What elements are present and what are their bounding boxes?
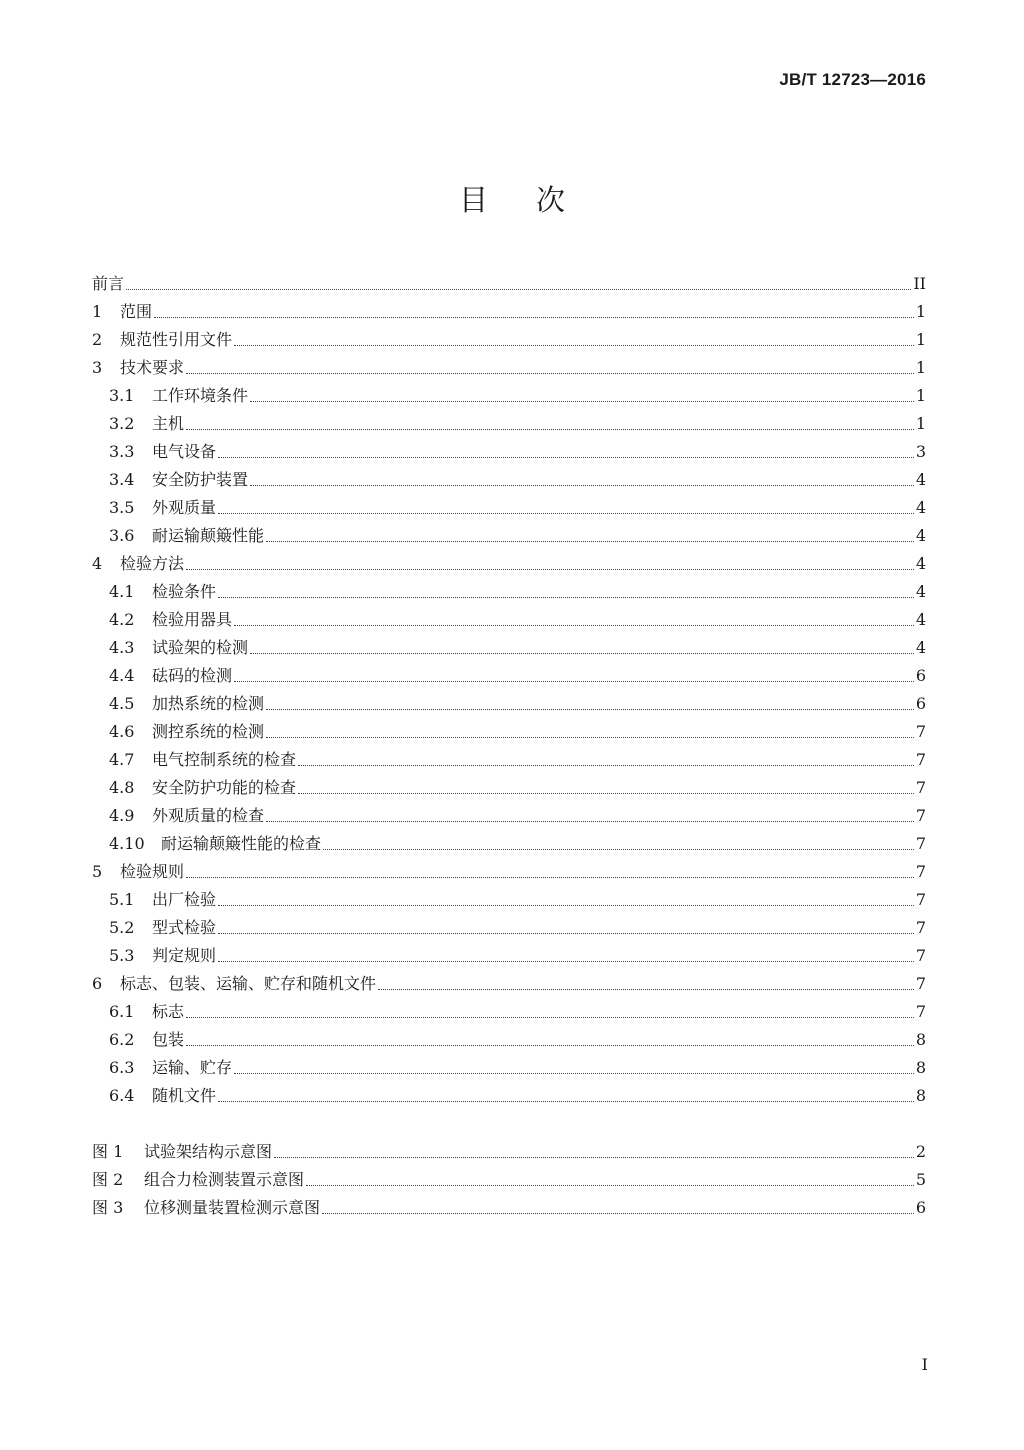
toc-entry-label: 主机 xyxy=(152,414,185,433)
dot-leader xyxy=(306,1185,914,1186)
dot-leader xyxy=(234,625,914,626)
dot-leader xyxy=(218,905,914,906)
toc-entry[interactable] xyxy=(92,578,926,606)
toc-entry-label: 试验架结构示意图 xyxy=(144,1142,273,1161)
toc-entry-label: 加热系统的检测 xyxy=(152,694,265,713)
toc-entry-page: 4 xyxy=(915,526,926,545)
toc-entry[interactable] xyxy=(92,690,926,718)
toc-entry-number: 3 xyxy=(92,358,103,377)
toc-entry-page: 6 xyxy=(915,666,926,685)
toc-entry-label: 型式检验 xyxy=(152,918,217,937)
dot-leader xyxy=(218,1101,914,1102)
toc-entry-label: 耐运输颠簸性能的检查 xyxy=(161,834,322,853)
toc-entry-label: 安全防护功能的检查 xyxy=(152,778,297,797)
toc-entry-page: 7 xyxy=(915,862,926,881)
toc-entry-label: 运输、贮存 xyxy=(152,1058,233,1077)
toc-entry-label: 位移测量装置检测示意图 xyxy=(144,1198,321,1217)
toc-entry-label: 电气控制系统的检查 xyxy=(152,750,297,769)
dot-leader xyxy=(323,849,914,850)
dot-leader xyxy=(274,1157,914,1158)
toc-entry[interactable] xyxy=(92,298,926,326)
figure-list-entry[interactable] xyxy=(92,1194,926,1222)
toc-entry-label: 试验架的检测 xyxy=(152,638,249,657)
toc-entry-page: 4 xyxy=(915,498,926,517)
toc-entry-label: 检验用器具 xyxy=(152,610,233,629)
toc-entry-page: 8 xyxy=(915,1058,926,1077)
toc-entry-label: 标志、包装、运输、贮存和随机文件 xyxy=(120,974,377,993)
toc-entry[interactable] xyxy=(92,494,926,522)
toc-entry-label: 安全防护装置 xyxy=(152,470,249,489)
toc-entry[interactable] xyxy=(92,942,926,970)
toc-entry-number: 6.3 xyxy=(109,1058,135,1077)
toc-entry-number: 6 xyxy=(92,974,103,993)
toc-entry-number: 4.8 xyxy=(109,778,135,797)
toc-entry-label: 技术要求 xyxy=(120,358,185,377)
toc-entry-number: 4.10 xyxy=(109,834,145,853)
toc-entry-page: 1 xyxy=(915,330,926,349)
toc-entry[interactable] xyxy=(92,746,926,774)
toc-entry-number: 图 1 xyxy=(92,1142,124,1161)
dot-leader xyxy=(154,317,914,318)
dot-leader xyxy=(218,597,914,598)
toc-entry[interactable] xyxy=(92,662,926,690)
dot-leader xyxy=(250,653,914,654)
dot-leader xyxy=(186,877,914,878)
toc-entry-page: 7 xyxy=(915,974,926,993)
toc-entry-label: 工作环境条件 xyxy=(152,386,249,405)
toc-entry-page: 7 xyxy=(915,806,926,825)
toc-entry-label: 检验条件 xyxy=(152,582,217,601)
page-number: I xyxy=(921,1355,928,1374)
toc-entry-number: 5.2 xyxy=(109,918,135,937)
toc-entry-page: 6 xyxy=(915,694,926,713)
toc-entry-label: 电气设备 xyxy=(152,442,217,461)
toc-entry-label: 测控系统的检测 xyxy=(152,722,265,741)
dot-leader xyxy=(186,1045,914,1046)
toc-entry-number: 图 2 xyxy=(92,1170,124,1189)
toc-entry-page: 7 xyxy=(915,1002,926,1021)
toc-entry[interactable] xyxy=(92,410,926,438)
toc-entry-page: 7 xyxy=(915,722,926,741)
toc-entry-number: 2 xyxy=(92,330,103,349)
toc-entry-number: 4.3 xyxy=(109,638,135,657)
figure-list-entry[interactable] xyxy=(92,1166,926,1194)
toc-entry-label: 判定规则 xyxy=(152,946,217,965)
toc-entry-page: 5 xyxy=(915,1170,926,1189)
toc-entry-number: 3.4 xyxy=(109,470,135,489)
dot-leader xyxy=(186,373,914,374)
dot-leader xyxy=(266,821,914,822)
toc-entry-label: 范围 xyxy=(120,302,153,321)
toc-entry-number: 6.1 xyxy=(109,1002,135,1021)
toc-entry-page: 7 xyxy=(915,946,926,965)
toc-entry-page: 7 xyxy=(915,778,926,797)
toc-entry[interactable] xyxy=(92,550,926,578)
toc-entry-number: 5.3 xyxy=(109,946,135,965)
dot-leader xyxy=(378,989,914,990)
toc-entry-number: 3.1 xyxy=(109,386,135,405)
toc-entry-page: 8 xyxy=(915,1030,926,1049)
toc-entry[interactable] xyxy=(92,1026,926,1054)
dot-leader xyxy=(298,793,914,794)
toc-entry[interactable] xyxy=(92,998,926,1026)
toc-entry-number: 4.6 xyxy=(109,722,135,741)
toc-entry-page: 1 xyxy=(915,358,926,377)
standard-code: JB/T 12723—2016 xyxy=(779,70,926,89)
toc-entry-page: 1 xyxy=(915,386,926,405)
toc-entry-number: 6.4 xyxy=(109,1086,135,1105)
toc-entry[interactable] xyxy=(92,270,926,298)
toc-entry-number: 4.2 xyxy=(109,610,135,629)
toc-entry[interactable] xyxy=(92,774,926,802)
toc-entry-label: 随机文件 xyxy=(152,1086,217,1105)
dot-leader xyxy=(234,1073,914,1074)
toc-entry-number: 4.4 xyxy=(109,666,135,685)
dot-leader xyxy=(218,457,914,458)
toc-entry-page: 7 xyxy=(915,890,926,909)
toc-entry-label: 耐运输颠簸性能 xyxy=(152,526,265,545)
dot-leader xyxy=(218,961,914,962)
table-of-contents xyxy=(92,270,926,1222)
toc-entry-page: 1 xyxy=(915,414,926,433)
dot-leader xyxy=(250,401,914,402)
toc-entry-number: 4 xyxy=(92,554,103,573)
toc-entry-number: 6.2 xyxy=(109,1030,135,1049)
dot-leader xyxy=(266,709,914,710)
dot-leader xyxy=(186,429,914,430)
toc-entry-page: 8 xyxy=(915,1086,926,1105)
toc-entry-page: II xyxy=(913,274,926,293)
dot-leader xyxy=(234,681,914,682)
toc-entry[interactable] xyxy=(92,1082,926,1110)
toc-entry-label: 前言 xyxy=(92,274,125,293)
toc-entry[interactable] xyxy=(92,718,926,746)
toc-entry-number: 4.1 xyxy=(109,582,135,601)
toc-entry-page: 4 xyxy=(915,582,926,601)
toc-entry-page: 4 xyxy=(915,470,926,489)
dot-leader xyxy=(234,345,914,346)
toc-entry-number: 图 3 xyxy=(92,1198,124,1217)
toc-entry[interactable] xyxy=(92,634,926,662)
toc-entry-number: 4.7 xyxy=(109,750,135,769)
dot-leader xyxy=(126,289,911,290)
toc-entry[interactable] xyxy=(92,858,926,886)
toc-entry[interactable] xyxy=(92,830,926,858)
dot-leader xyxy=(322,1213,914,1214)
toc-entry-number: 3.6 xyxy=(109,526,135,545)
dot-leader xyxy=(218,933,914,934)
dot-leader xyxy=(250,485,914,486)
toc-entry[interactable] xyxy=(92,326,926,354)
toc-entry[interactable] xyxy=(92,382,926,410)
toc-entry-number: 5.1 xyxy=(109,890,135,909)
dot-leader xyxy=(266,541,914,542)
toc-entry-page: 1 xyxy=(915,302,926,321)
toc-entry-number: 3.3 xyxy=(109,442,135,461)
toc-entry-page: 4 xyxy=(915,610,926,629)
page-title: 目次 xyxy=(458,183,613,217)
dot-leader xyxy=(266,737,914,738)
toc-entry-page: 3 xyxy=(915,442,926,461)
dot-leader xyxy=(218,513,914,514)
toc-entry[interactable] xyxy=(92,802,926,830)
toc-entry[interactable] xyxy=(92,1054,926,1082)
toc-entry-number: 3.2 xyxy=(109,414,135,433)
toc-entry-page: 4 xyxy=(915,554,926,573)
toc-entry[interactable] xyxy=(92,970,926,998)
toc-entry-number: 1 xyxy=(92,302,103,321)
toc-entry[interactable] xyxy=(92,886,926,914)
toc-entry-label: 外观质量 xyxy=(152,498,217,517)
dot-leader xyxy=(298,765,914,766)
dot-leader xyxy=(186,1017,914,1018)
toc-entry-page: 7 xyxy=(915,834,926,853)
toc-entry-page: 4 xyxy=(915,638,926,657)
toc-entry-label: 检验规则 xyxy=(120,862,185,881)
toc-entry-label: 规范性引用文件 xyxy=(120,330,233,349)
toc-entry-label: 出厂检验 xyxy=(152,890,217,909)
toc-entry[interactable] xyxy=(92,522,926,550)
toc-entry[interactable] xyxy=(92,914,926,942)
toc-entry[interactable] xyxy=(92,606,926,634)
toc-entry[interactable] xyxy=(92,466,926,494)
dot-leader xyxy=(186,569,914,570)
toc-entry-label: 包装 xyxy=(152,1030,185,1049)
toc-entry-label: 砝码的检测 xyxy=(152,666,233,685)
toc-entry-number: 5 xyxy=(92,862,103,881)
toc-entry[interactable] xyxy=(92,354,926,382)
toc-entry-number: 3.5 xyxy=(109,498,135,517)
toc-entry-number: 4.9 xyxy=(109,806,135,825)
figure-list-entry[interactable] xyxy=(92,1138,926,1166)
toc-entry-label: 外观质量的检查 xyxy=(152,806,265,825)
toc-entry-page: 7 xyxy=(915,750,926,769)
toc-entry[interactable] xyxy=(92,438,926,466)
toc-entry-page: 2 xyxy=(915,1142,926,1161)
toc-entry-label: 检验方法 xyxy=(120,554,185,573)
toc-entry-page: 6 xyxy=(915,1198,926,1217)
toc-entry-page: 7 xyxy=(915,918,926,937)
toc-entry-label: 标志 xyxy=(152,1002,185,1021)
toc-entry-number: 4.5 xyxy=(109,694,135,713)
toc-entry-label: 组合力检测装置示意图 xyxy=(144,1170,305,1189)
